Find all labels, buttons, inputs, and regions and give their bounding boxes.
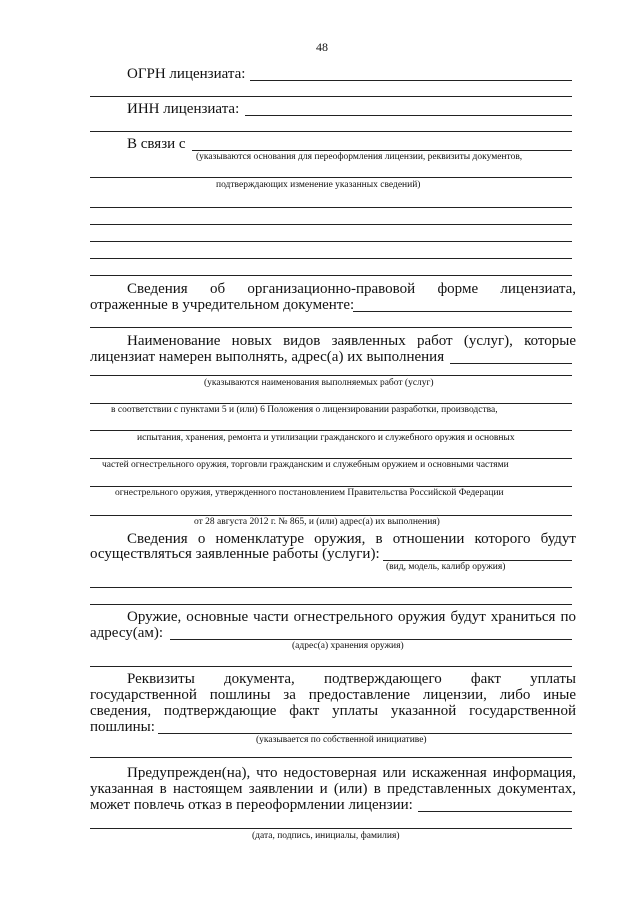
ogrn-continuation-line[interactable] <box>90 96 572 97</box>
opf-continuation-line[interactable] <box>90 327 572 328</box>
rekvizity-line2: государственной пошлины за предоставление лицензии, либо иные <box>90 687 576 703</box>
preduprezhden-line1: Предупрежден(на), что недостоверная или искаженная информация, <box>127 765 576 781</box>
hranenie-line2: адресу(ам): <box>90 625 164 641</box>
inn-field[interactable] <box>245 115 572 116</box>
hint-naim-6: от 28 августа 2012 г. № 865, и (или) адрес(а) их выполнения) <box>194 517 440 527</box>
hint-naim-1: (указываются наименования выполняемых работ (услуг) <box>204 378 434 388</box>
nomenklatura-line-1[interactable] <box>90 587 572 588</box>
preduprezhden-line3: может повлечь отказ в переоформлении лицензии: <box>90 797 413 813</box>
hint-naim-4: частей огнестрельного оружия, торговли гражданским и служебным оружием и основными частями <box>102 460 509 470</box>
ogrn-field[interactable] <box>250 80 572 81</box>
rekvizity-line1: Реквизиты документа, подтверждающего факт уплаты <box>127 671 576 687</box>
rekvizity-line-extra[interactable] <box>90 757 572 758</box>
rekvizity-field[interactable] <box>158 733 572 734</box>
nomenklatura-line-2[interactable] <box>90 604 572 605</box>
hint-osnovaniya-1: (указываются основания для переоформления лицензии, реквизиты документов, <box>196 152 523 162</box>
nomenklatura-line2: осуществляться заявленные работы (услуги): <box>90 546 380 562</box>
nomenklatura-field[interactable] <box>383 560 572 561</box>
podpis-field[interactable] <box>418 811 572 812</box>
raboty-line-6[interactable] <box>90 515 572 516</box>
hint-naim-2: в соответствии с пунктами 5 и (или) 6 Положения о лицензировании разработки, производства, <box>111 405 498 415</box>
raboty-line-2[interactable] <box>90 403 572 404</box>
hint-naim-5: огнестрельного оружия, утвержденного постановлением Правительства Российской Федерации <box>115 488 504 498</box>
page-number: 48 <box>316 40 328 54</box>
adres-field[interactable] <box>170 639 572 640</box>
hint-vid: (вид, модель, калибр оружия) <box>386 562 506 572</box>
inn-continuation-line[interactable] <box>90 131 572 132</box>
preduprezhden-line2: указанная в настоящем заявлении и (или) в представленных документах, <box>90 781 576 797</box>
osnovaniya-line-5[interactable] <box>90 258 572 259</box>
hint-adres: (адрес(а) хранения оружия) <box>292 641 404 651</box>
svedeniya-opf-line2: отраженные в учредительном документе: <box>90 297 355 313</box>
osnovaniya-line-2[interactable] <box>90 207 572 208</box>
podpis-line[interactable] <box>90 828 572 829</box>
naimenovanie-line2: лицензиат намерен выполнять, адрес(а) их выполнения <box>90 349 445 365</box>
hint-naim-3: испытания, хранения, ремонта и утилизации гражданского и служебного оружия и основных <box>137 433 515 443</box>
raboty-field[interactable] <box>450 363 572 364</box>
raboty-line-3[interactable] <box>90 430 572 431</box>
opf-field[interactable] <box>353 311 572 312</box>
adres-line-1[interactable] <box>90 666 572 667</box>
rekvizity-line3: сведения, подтверждающие факт уплаты указанной государственной <box>90 703 576 719</box>
v-svyazi-field[interactable] <box>192 150 572 151</box>
hint-iniciativa: (указывается по собственной инициативе) <box>256 735 427 745</box>
v-svyazi-label: В связи с <box>127 136 186 152</box>
svedeniya-opf-line1: Сведения об организационно-правовой форме лицензиата, <box>127 281 576 297</box>
osnovaniya-line-6[interactable] <box>90 275 572 276</box>
naimenovanie-line1: Наименование новых видов заявленных работ (услуг), которые <box>127 333 576 349</box>
nomenklatura-line1: Сведения о номенклатуре оружия, в отношении которого будут <box>127 531 576 547</box>
osnovaniya-line-1[interactable] <box>90 177 572 178</box>
raboty-line-1[interactable] <box>90 375 572 376</box>
hint-podpis: (дата, подпись, инициалы, фамилия) <box>252 831 400 841</box>
raboty-line-4[interactable] <box>90 458 572 459</box>
hranenie-line1: Оружие, основные части огнестрельного оружия будут храниться по <box>127 609 576 625</box>
inn-label: ИНН лицензиата: <box>127 101 240 117</box>
hint-osnovaniya-2: подтверждающих изменение указанных сведений) <box>216 180 421 190</box>
rekvizity-line4: пошлины: <box>90 719 155 735</box>
osnovaniya-line-4[interactable] <box>90 241 572 242</box>
raboty-line-5[interactable] <box>90 486 572 487</box>
ogrn-label: ОГРН лицензиата: <box>127 66 246 82</box>
osnovaniya-line-3[interactable] <box>90 224 572 225</box>
